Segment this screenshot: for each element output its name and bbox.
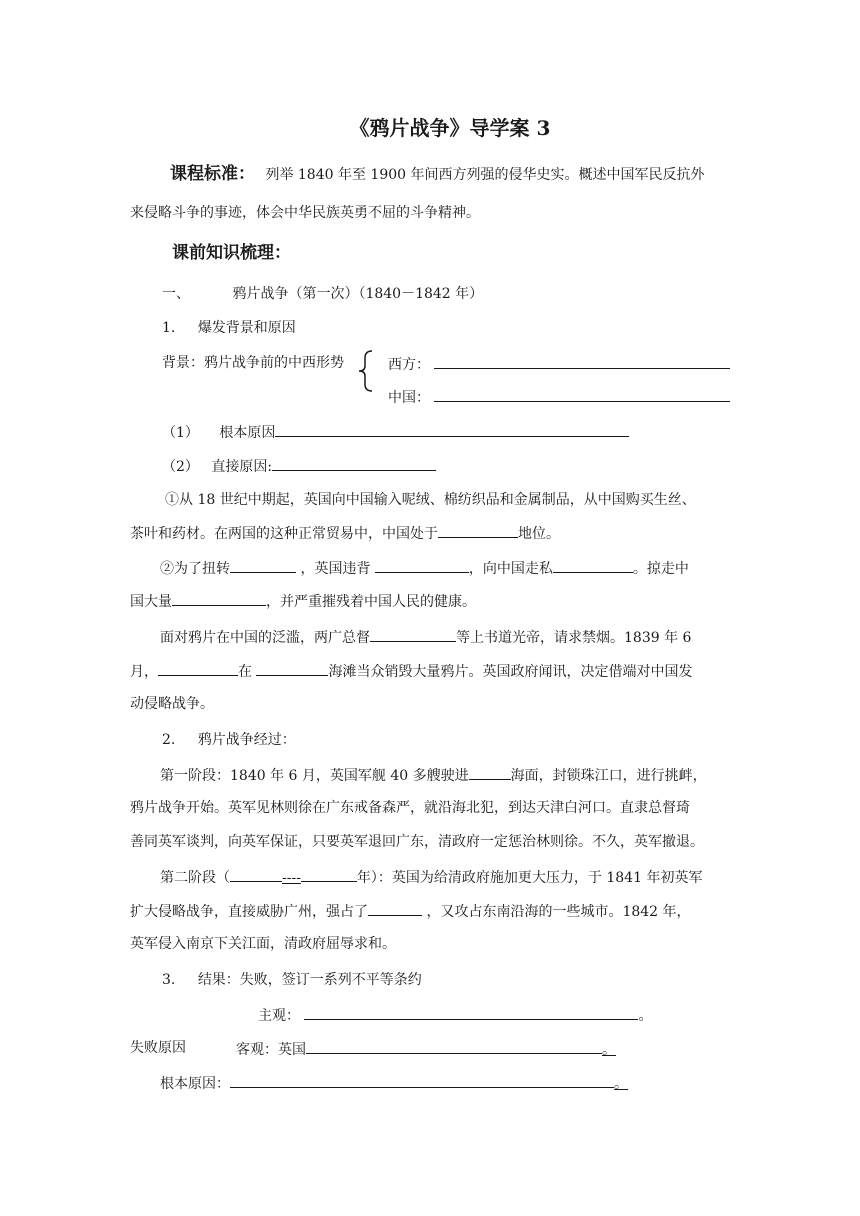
para-3-line-3: 动侵略战争。 [130,696,214,712]
stage-2-line-3: 英军侵入南京下关江面，清政府屈辱求和。 [130,936,396,952]
stage-2-text-b: 年）：英国为给清政府施加更大压力，于 1841 年初英军 [356,870,703,886]
para-1-line-1: ①从 18 世纪中期起，英国向中国输入呢绒、棉纺织品和金属制品，从中国购买生丝、 [165,492,696,508]
failure-root [160,1072,628,1094]
curriculum-text-1: 列举 1840 年至 1900 年间西方列强的侵华史实。概述中国军民反抗外 [265,167,705,183]
blank-root [230,1072,614,1088]
background-china [388,386,730,408]
blank-subjective [304,1004,638,1020]
stage-1-line-2: 鸦片战争开始。英军见林则徐在广东戒备森严，就沿海北犯，到达天津白河口。直隶总督琦 [130,800,690,816]
section-1-title: 鸦片战争（第一次）（1840－1842 年） [232,286,484,302]
para-2-text-f: ，并严重摧残着中国人民的健康。 [266,594,476,610]
item-1-number: 1. [162,320,176,336]
item-2-text: 鸦片战争经过： [197,732,296,748]
blank-smuggle [553,557,633,573]
failure-objective [236,1038,616,1060]
stage-1-line-3: 善同英军谈判，向英军保证，只要英军退回广东，清政府一定惩治林则徐。不久，英军撤退。 [130,834,704,850]
para-3-text-e: 海滩当众销毁大量鸦片。英国政府闻讯，决定借端对中国发 [328,664,693,680]
prelesson-heading: 课前知识梳理： [172,243,291,263]
para-1-text-a: 茶叶和药材。在两国的这种正常贸易中，中国处于 [130,526,438,542]
failure-root-label: 根本原因： [160,1076,230,1092]
blank-reverse [230,557,296,573]
para-3-text-c: 月， [130,664,158,680]
item-1 [162,318,296,338]
blank-stage-2-end [301,866,357,882]
blank-person [158,660,238,676]
failure-subjective [258,1004,652,1026]
background-label: 背景：鸦片战争前的中西形势 [162,355,344,371]
document-title: 《鸦片战争》导学案 3 [349,116,551,140]
blank-beach [256,660,328,676]
para-2-line-2 [130,590,476,612]
blank-china [434,386,730,402]
blank-governor [370,626,456,642]
cause-1-number: （1） [162,425,199,441]
cause-2 [162,455,436,477]
failure-subjective-label: 主观： [258,1008,300,1024]
para-3-line-2 [130,660,692,682]
para-1-text-b: 地位。 [518,526,560,542]
para-1-line-2 [130,522,560,544]
section-1-number: 一、 [162,286,190,302]
failure-period-1: 。 [638,1008,653,1024]
cause-2-number: （2） [162,459,199,475]
item-2-number: 2. [162,732,176,748]
para-2-line-1 [160,557,689,579]
stage-1-text-b: 海面，封锁珠江口，进行挑衅， [510,768,707,784]
para-3-line-1 [160,626,691,648]
cause-1 [162,421,629,443]
blank-trade-status [438,522,518,538]
background-west [388,353,730,375]
item-1-text: 爆发背景和原因 [197,320,296,336]
stage-2-line-2 [130,900,691,922]
para-2-text-a: ②为了扭转 [160,561,230,577]
item-3 [162,970,422,990]
para-2-text-b: ，英国违背 [300,561,371,577]
curriculum-line-1 [170,164,705,185]
blank-stage-2-start [230,866,282,882]
background-west-label: 西方： [388,357,430,373]
curriculum-line-2: 来侵略斗争的事迹，体会中华民族英勇不屈的斗争精神。 [130,205,480,221]
stage-2-text-d: ，又攻占东南沿海的一些城市。1842 年， [426,904,691,920]
stage-1-text-a: 第一阶段：1840 年 6 月，英国军舰 40 多艘驶进 [160,768,469,784]
para-2-text-d: 。掠走中 [632,561,689,577]
blank-direct-cause [272,455,436,471]
blank-sea [469,764,511,780]
blank-plunder [172,590,266,606]
brace-icon [356,350,374,392]
blank-objective [306,1038,602,1054]
stage-2-text-a: 第二阶段（ [160,870,230,886]
cause-2-label: 直接原因: [211,459,273,475]
stage-2-line-1 [160,866,702,888]
failure-period-2: 。 [602,1042,616,1058]
failure-period-3: 。 [614,1076,628,1092]
item-3-text: 结果：失败，签订一系列不平等条约 [197,972,422,988]
item-2 [162,730,296,750]
para-2-text-e: 国大量 [130,594,172,610]
item-3-number: 3. [162,972,176,988]
background-china-label: 中国： [388,390,430,406]
failure-label: 失败原因 [130,1040,186,1056]
para-3-text-b: 等上书道光帝，请求禁烟。1839 年 6 [456,630,692,646]
section-1-heading [162,284,483,304]
para-3-text-a: 面对鸦片在中国的泛滥，两广总督 [160,630,370,646]
blank-occupied [368,900,422,916]
curriculum-label: 课程标准： [170,164,255,184]
cause-1-label: 根本原因 [219,425,276,441]
stage-2-dash: ---- [282,870,301,886]
para-3-text-d: 在 [238,664,252,680]
para-2-text-c: ，向中国走私 [468,561,553,577]
blank-root-cause [275,421,629,437]
stage-1-line-1 [160,764,707,786]
blank-west [434,353,730,369]
failure-objective-label: 客观：英国 [236,1042,306,1058]
blank-violate [375,557,469,573]
stage-2-text-c: 扩大侵略战争，直接威胁广州，强占了 [130,904,368,920]
